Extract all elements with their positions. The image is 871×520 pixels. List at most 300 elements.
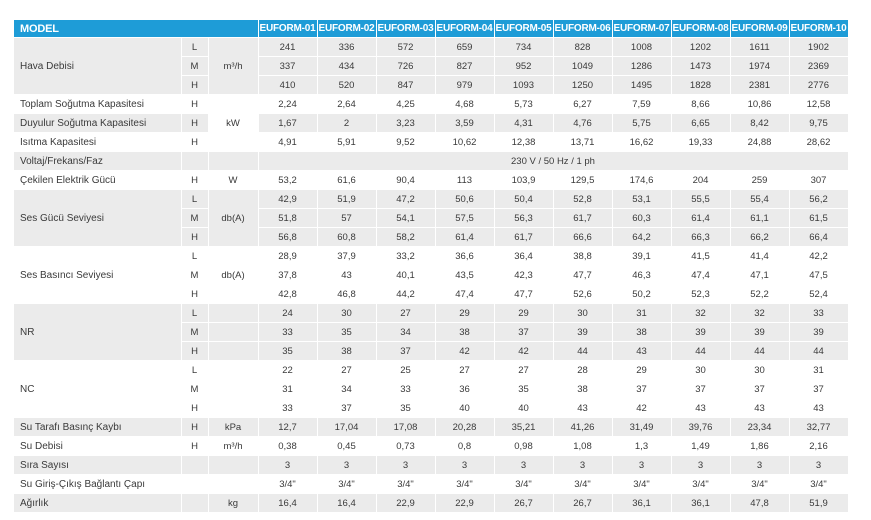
- row-label: NR: [14, 304, 181, 361]
- table-cell: 61,6: [317, 171, 376, 190]
- row-label: NC: [14, 361, 181, 418]
- fan-speed-level: [181, 152, 208, 171]
- table-cell: 35: [258, 342, 317, 361]
- table-cell: 0,98: [494, 437, 553, 456]
- table-cell: 55,4: [730, 190, 789, 209]
- row-label: Su Giriş-Çıkış Bağlantı Çapı: [14, 475, 181, 494]
- table-cell: 44: [553, 342, 612, 361]
- fan-speed-level: H: [181, 437, 208, 456]
- table-cell: 13,71: [553, 133, 612, 152]
- table-cell: 61,5: [789, 209, 848, 228]
- table-cell: 1611: [730, 38, 789, 57]
- table-cell: 4,31: [494, 114, 553, 133]
- fan-speed-level: H: [181, 228, 208, 247]
- table-cell: 6,27: [553, 95, 612, 114]
- table-cell: 22,9: [435, 494, 494, 513]
- table-cell: 35,21: [494, 418, 553, 437]
- table-cell: 0,45: [317, 437, 376, 456]
- table-cell: 39: [553, 323, 612, 342]
- table-cell: 34: [317, 380, 376, 399]
- table-cell: 2369: [789, 57, 848, 76]
- model-header: MODEL: [14, 20, 258, 38]
- table-cell: 58,2: [376, 228, 435, 247]
- table-cell: 5,73: [494, 95, 553, 114]
- table-cell: 37: [317, 399, 376, 418]
- model-column-header: EUFORM-04: [435, 20, 494, 38]
- table-cell: 8,42: [730, 114, 789, 133]
- table-cell: 3/4": [553, 475, 612, 494]
- table-cell: 6,65: [671, 114, 730, 133]
- fan-speed-level: M: [181, 209, 208, 228]
- table-cell: 10,86: [730, 95, 789, 114]
- table-cell: 19,33: [671, 133, 730, 152]
- table-cell: 44,2: [376, 285, 435, 304]
- fan-speed-level: H: [181, 285, 208, 304]
- table-cell: 24,88: [730, 133, 789, 152]
- table-cell: 8,66: [671, 95, 730, 114]
- table-cell: 31,49: [612, 418, 671, 437]
- fan-speed-level: H: [181, 133, 208, 152]
- table-cell: 47,4: [671, 266, 730, 285]
- table-cell: 3/4": [258, 475, 317, 494]
- table-cell: 16,4: [317, 494, 376, 513]
- table-cell: 230 V / 50 Hz / 1 ph: [258, 152, 848, 171]
- table-cell: 3: [730, 456, 789, 475]
- table-cell: 38: [612, 323, 671, 342]
- table-cell: 41,26: [553, 418, 612, 437]
- table-cell: 23,34: [730, 418, 789, 437]
- table-cell: 1,49: [671, 437, 730, 456]
- table-cell: 3: [553, 456, 612, 475]
- table-cell: 32,77: [789, 418, 848, 437]
- row-label: Isıtma Kapasitesi: [14, 133, 181, 152]
- table-cell: 40: [494, 399, 553, 418]
- fan-speed-level: [181, 456, 208, 475]
- table-cell: 42: [494, 342, 553, 361]
- model-column-header: EUFORM-03: [376, 20, 435, 38]
- model-column-header: EUFORM-10: [789, 20, 848, 38]
- table-cell: 61,7: [494, 228, 553, 247]
- table-cell: 47,7: [553, 266, 612, 285]
- table-cell: 42,3: [494, 266, 553, 285]
- table-cell: 22: [258, 361, 317, 380]
- table-cell: 5,91: [317, 133, 376, 152]
- table-cell: 31: [612, 304, 671, 323]
- table-cell: 33: [789, 304, 848, 323]
- table-cell: 37: [494, 323, 553, 342]
- table-cell: 43: [612, 342, 671, 361]
- table-cell: 5,75: [612, 114, 671, 133]
- table-cell: 47,2: [376, 190, 435, 209]
- table-cell: 44: [789, 342, 848, 361]
- table-cell: 41,5: [671, 247, 730, 266]
- unit-label: [208, 361, 258, 380]
- table-cell: 307: [789, 171, 848, 190]
- table-cell: 57: [317, 209, 376, 228]
- table-cell: 53,1: [612, 190, 671, 209]
- fan-speed-level: M: [181, 266, 208, 285]
- table-cell: 1093: [494, 76, 553, 95]
- unit-label: W: [208, 171, 258, 190]
- table-cell: 1828: [671, 76, 730, 95]
- model-column-header: EUFORM-08: [671, 20, 730, 38]
- table-cell: 1902: [789, 38, 848, 57]
- fan-speed-level: H: [181, 76, 208, 95]
- row-label: Sıra Sayısı: [14, 456, 181, 475]
- model-column-header: EUFORM-02: [317, 20, 376, 38]
- table-cell: 22,9: [376, 494, 435, 513]
- table-cell: 50,6: [435, 190, 494, 209]
- table-row: [14, 361, 848, 380]
- row-label: Ağırlık: [14, 494, 181, 513]
- table-row: [14, 38, 848, 57]
- table-cell: 2381: [730, 76, 789, 95]
- table-cell: 38: [435, 323, 494, 342]
- table-cell: 3: [376, 456, 435, 475]
- table-cell: 3/4": [494, 475, 553, 494]
- table-cell: 828: [553, 38, 612, 57]
- table-cell: 2,64: [317, 95, 376, 114]
- fan-speed-level: L: [181, 38, 208, 57]
- table-cell: 4,25: [376, 95, 435, 114]
- table-cell: 3/4": [612, 475, 671, 494]
- table-cell: 66,6: [553, 228, 612, 247]
- table-cell: 3/4": [376, 475, 435, 494]
- table-cell: 28: [553, 361, 612, 380]
- table-cell: 9,52: [376, 133, 435, 152]
- table-cell: 36: [435, 380, 494, 399]
- table-cell: 51,9: [317, 190, 376, 209]
- row-label: Voltaj/Frekans/Faz: [14, 152, 181, 171]
- table-cell: 38: [317, 342, 376, 361]
- table-cell: 39: [789, 323, 848, 342]
- table-cell: 2,24: [258, 95, 317, 114]
- table-cell: 37: [789, 380, 848, 399]
- table-cell: 12,58: [789, 95, 848, 114]
- table-cell: 4,76: [553, 114, 612, 133]
- table-cell: 3: [612, 456, 671, 475]
- table-cell: 57,5: [435, 209, 494, 228]
- table-cell: 31: [258, 380, 317, 399]
- table-cell: 52,2: [730, 285, 789, 304]
- table-cell: 26,7: [494, 494, 553, 513]
- table-cell: 36,1: [612, 494, 671, 513]
- table-cell: 20,28: [435, 418, 494, 437]
- unit-label: db(A): [208, 190, 258, 247]
- table-cell: 30: [671, 361, 730, 380]
- table-cell: 47,7: [494, 285, 553, 304]
- row-label: Duyulur Soğutma Kapasitesi: [14, 114, 181, 133]
- table-cell: 35: [376, 399, 435, 418]
- table-cell: 56,2: [789, 190, 848, 209]
- table-cell: 337: [258, 57, 317, 76]
- table-cell: 33: [258, 399, 317, 418]
- table-cell: 36,6: [435, 247, 494, 266]
- table-cell: 43: [730, 399, 789, 418]
- fan-speed-level: H: [181, 342, 208, 361]
- table-cell: 60,3: [612, 209, 671, 228]
- table-row: [14, 418, 848, 437]
- table-cell: 3/4": [435, 475, 494, 494]
- table-cell: 40,1: [376, 266, 435, 285]
- table-cell: 29: [612, 361, 671, 380]
- table-cell: 43: [553, 399, 612, 418]
- table-row: [14, 152, 848, 171]
- table-row: [14, 304, 848, 323]
- table-cell: 40: [435, 399, 494, 418]
- table-cell: 7,59: [612, 95, 671, 114]
- table-cell: 30: [730, 361, 789, 380]
- table-cell: 35: [494, 380, 553, 399]
- table-row: [14, 437, 848, 456]
- unit-label: kg: [208, 494, 258, 513]
- table-cell: 39,1: [612, 247, 671, 266]
- table-cell: 952: [494, 57, 553, 76]
- table-cell: 36,4: [494, 247, 553, 266]
- table-row: [14, 247, 848, 266]
- table-cell: 28,9: [258, 247, 317, 266]
- table-cell: 55,5: [671, 190, 730, 209]
- table-cell: 28,62: [789, 133, 848, 152]
- model-column-header: EUFORM-07: [612, 20, 671, 38]
- header-row: [14, 20, 848, 38]
- table-row: [14, 95, 848, 114]
- table-cell: 1,67: [258, 114, 317, 133]
- table-cell: 4,68: [435, 95, 494, 114]
- table-cell: 44: [730, 342, 789, 361]
- table-cell: 26,7: [553, 494, 612, 513]
- fan-speed-level: H: [181, 171, 208, 190]
- table-cell: 24: [258, 304, 317, 323]
- table-row: [14, 456, 848, 475]
- table-cell: 16,4: [258, 494, 317, 513]
- table-cell: 0,73: [376, 437, 435, 456]
- table-cell: 10,62: [435, 133, 494, 152]
- table-cell: 61,4: [671, 209, 730, 228]
- table-cell: 1250: [553, 76, 612, 95]
- table-cell: 29: [435, 304, 494, 323]
- table-cell: 32: [671, 304, 730, 323]
- table-cell: 847: [376, 76, 435, 95]
- table-cell: 54,1: [376, 209, 435, 228]
- table-cell: 61,1: [730, 209, 789, 228]
- table-cell: 66,2: [730, 228, 789, 247]
- row-label: Toplam Soğutma Kapasitesi: [14, 95, 181, 114]
- row-label: Su Debisi: [14, 437, 181, 456]
- table-cell: 12,38: [494, 133, 553, 152]
- table-cell: 47,1: [730, 266, 789, 285]
- table-cell: 32: [730, 304, 789, 323]
- table-cell: 50,4: [494, 190, 553, 209]
- unit-label: [208, 380, 258, 399]
- table-cell: 42,8: [258, 285, 317, 304]
- table-cell: 9,75: [789, 114, 848, 133]
- table-cell: 259: [730, 171, 789, 190]
- unit-label: db(A): [208, 247, 258, 304]
- table-cell: 103,9: [494, 171, 553, 190]
- unit-label: [208, 323, 258, 342]
- table-cell: 61,7: [553, 209, 612, 228]
- unit-label: m³/h: [208, 38, 258, 95]
- table-cell: 52,8: [553, 190, 612, 209]
- table-cell: 3: [258, 456, 317, 475]
- table-cell: 3: [671, 456, 730, 475]
- table-cell: 37,9: [317, 247, 376, 266]
- table-cell: 33,2: [376, 247, 435, 266]
- row-label: Çekilen Elektrik Gücü: [14, 171, 181, 190]
- table-cell: 37: [612, 380, 671, 399]
- table-cell: 434: [317, 57, 376, 76]
- table-cell: 734: [494, 38, 553, 57]
- fan-speed-level: L: [181, 247, 208, 266]
- table-row: [14, 475, 848, 494]
- table-cell: 51,8: [258, 209, 317, 228]
- table-cell: 129,5: [553, 171, 612, 190]
- table-cell: 44: [671, 342, 730, 361]
- table-cell: 3,59: [435, 114, 494, 133]
- table-cell: 3: [494, 456, 553, 475]
- table-cell: 39: [671, 323, 730, 342]
- table-cell: 726: [376, 57, 435, 76]
- fan-speed-level: H: [181, 95, 208, 114]
- table-cell: 1008: [612, 38, 671, 57]
- table-cell: 1,86: [730, 437, 789, 456]
- table-cell: 1202: [671, 38, 730, 57]
- table-cell: 52,6: [553, 285, 612, 304]
- table-cell: 90,4: [376, 171, 435, 190]
- table-cell: 2,16: [789, 437, 848, 456]
- table-cell: 52,3: [671, 285, 730, 304]
- fan-speed-level: M: [181, 57, 208, 76]
- fan-speed-level: H: [181, 114, 208, 133]
- table-cell: 46,8: [317, 285, 376, 304]
- table-cell: 66,4: [789, 228, 848, 247]
- unit-label: kW: [208, 95, 258, 152]
- table-cell: 3: [435, 456, 494, 475]
- table-cell: 17,04: [317, 418, 376, 437]
- fan-speed-level: H: [181, 399, 208, 418]
- table-cell: 47,5: [789, 266, 848, 285]
- table-cell: 37: [730, 380, 789, 399]
- table-cell: 17,08: [376, 418, 435, 437]
- table-cell: 4,91: [258, 133, 317, 152]
- table-cell: 42: [435, 342, 494, 361]
- table-cell: 3: [317, 456, 376, 475]
- row-label: Ses Basıncı Seviyesi: [14, 247, 181, 304]
- fan-speed-level: M: [181, 380, 208, 399]
- table-cell: 30: [553, 304, 612, 323]
- table-cell: 3/4": [730, 475, 789, 494]
- table-cell: 410: [258, 76, 317, 95]
- table-cell: 336: [317, 38, 376, 57]
- table-cell: 43: [789, 399, 848, 418]
- table-cell: 174,6: [612, 171, 671, 190]
- table-cell: 1286: [612, 57, 671, 76]
- table-cell: 61,4: [435, 228, 494, 247]
- table-cell: 50,2: [612, 285, 671, 304]
- spec-table-body: [14, 38, 848, 513]
- table-cell: 27: [494, 361, 553, 380]
- table-cell: 33: [258, 323, 317, 342]
- table-cell: 0,38: [258, 437, 317, 456]
- fan-speed-level: L: [181, 190, 208, 209]
- model-column-header: EUFORM-09: [730, 20, 789, 38]
- table-cell: 43: [671, 399, 730, 418]
- table-cell: 42,2: [789, 247, 848, 266]
- table-cell: 3/4": [317, 475, 376, 494]
- unit-label: [208, 342, 258, 361]
- table-cell: 29: [494, 304, 553, 323]
- table-cell: 36,1: [671, 494, 730, 513]
- table-cell: 12,7: [258, 418, 317, 437]
- table-cell: 1495: [612, 76, 671, 95]
- table-cell: 37: [671, 380, 730, 399]
- row-label: Ses Gücü Seviyesi: [14, 190, 181, 247]
- table-cell: 16,62: [612, 133, 671, 152]
- table-cell: 113: [435, 171, 494, 190]
- table-cell: 53,2: [258, 171, 317, 190]
- spec-table: [14, 20, 849, 513]
- table-cell: 520: [317, 76, 376, 95]
- fan-speed-level: H: [181, 418, 208, 437]
- fan-speed-level: L: [181, 304, 208, 323]
- table-cell: 47,8: [730, 494, 789, 513]
- table-cell: 35: [317, 323, 376, 342]
- table-cell: 3,23: [376, 114, 435, 133]
- table-cell: 56,3: [494, 209, 553, 228]
- table-cell: 1974: [730, 57, 789, 76]
- unit-label: [208, 152, 258, 171]
- table-row: [14, 114, 848, 133]
- table-cell: 38: [553, 380, 612, 399]
- table-cell: 27: [435, 361, 494, 380]
- table-cell: 33: [376, 380, 435, 399]
- spec-table-container: [14, 20, 849, 513]
- table-cell: 3/4": [671, 475, 730, 494]
- table-cell: 1049: [553, 57, 612, 76]
- table-cell: 39: [730, 323, 789, 342]
- table-cell: 659: [435, 38, 494, 57]
- table-cell: 3: [789, 456, 848, 475]
- table-cell: 3/4": [789, 475, 848, 494]
- model-column-header: EUFORM-05: [494, 20, 553, 38]
- table-cell: 56,8: [258, 228, 317, 247]
- unit-label: [208, 475, 258, 494]
- table-cell: 204: [671, 171, 730, 190]
- row-label: Su Tarafı Basınç Kaybı: [14, 418, 181, 437]
- table-cell: 1,08: [553, 437, 612, 456]
- table-row: [14, 133, 848, 152]
- table-cell: 27: [376, 304, 435, 323]
- table-cell: 43: [317, 266, 376, 285]
- table-cell: 572: [376, 38, 435, 57]
- table-cell: 52,4: [789, 285, 848, 304]
- unit-label: m³/h: [208, 437, 258, 456]
- table-cell: 1473: [671, 57, 730, 76]
- unit-label: [208, 456, 258, 475]
- table-cell: 27: [317, 361, 376, 380]
- table-cell: 38,8: [553, 247, 612, 266]
- table-row: [14, 190, 848, 209]
- model-column-header: EUFORM-01: [258, 20, 317, 38]
- table-cell: 39,76: [671, 418, 730, 437]
- fan-speed-level: [181, 475, 208, 494]
- table-cell: 827: [435, 57, 494, 76]
- table-row: [14, 171, 848, 190]
- table-cell: 46,3: [612, 266, 671, 285]
- fan-speed-level: L: [181, 361, 208, 380]
- fan-speed-level: M: [181, 323, 208, 342]
